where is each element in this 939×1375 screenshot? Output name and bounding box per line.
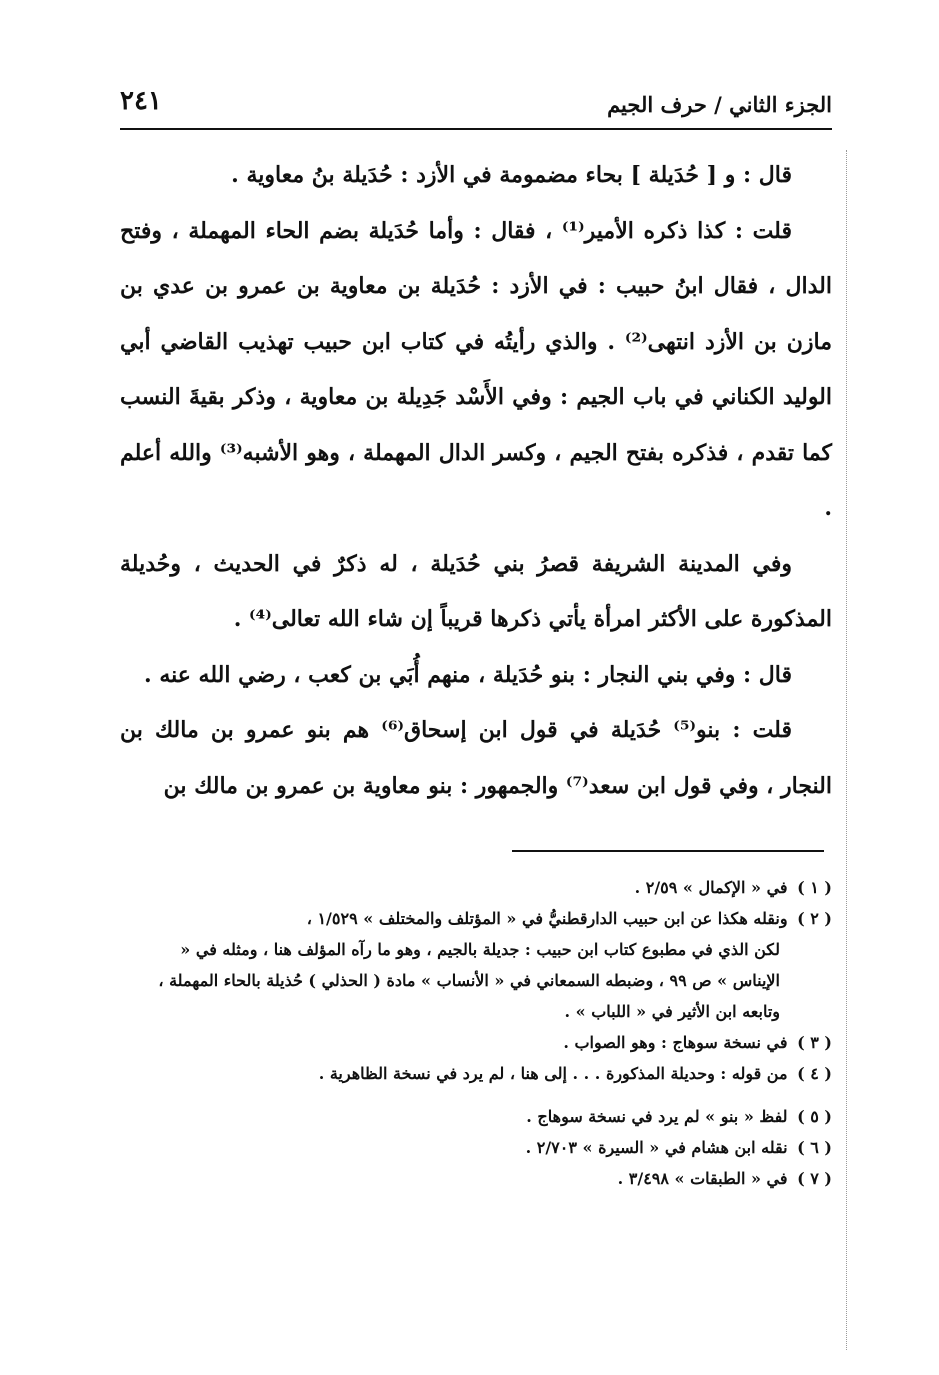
footnote-continuation: لكن الذي في مطبوع كتاب ابن حبيب : جديلة بالجيم ، وهو ما رآه المؤلف هنا ، ومثله في « الإيناس » ص ٩٩ ، وضبطه السمعاني في « الأنساب » مادة ( الحذلي ) حُذيلة بالحاء المهملة ، وتابعه ابن الأثير في « اللباب » . (158, 940, 780, 1021)
footnote (150, 903, 832, 934)
footnote (150, 1163, 832, 1194)
header-rule (120, 128, 832, 130)
footnote-number: ( ٣ ) (797, 1033, 832, 1052)
paragraph: قلت : كذا ذكره الأمير⁽¹⁾ ، فقال : وأما حُدَيلة بضم الحاء المهملة ، وفتح الدال ، فقال ابنُ حبيب : في الأزد : حُدَيلة بن معاوية بن عمرو بن عدي بن مازن بن الأزد انتهى⁽²⁾ . والذي رأيتُه في كتاب ابن حبيب تهذيب القاضي أبي الوليد الكناني في باب الجيم : وفي الأَسْد جَدِيلة بن معاوية ، وذكر بقيةَ النسب كما تقدم ، فذكره بفتح الجيم ، وكسر الدال المهملة ، وهو الأشبه⁽³⁾ والله أعلم . (120, 217, 832, 521)
footnote (150, 1027, 832, 1058)
paragraph: قال : وفي بني النجار : بنو حُدَيلة ، منهم أُبَي بن كعب ، رضي الله عنه . (144, 661, 792, 688)
footnote-number: ( ٤ ) (797, 1064, 832, 1083)
footnote (150, 1101, 832, 1132)
page-header (120, 86, 832, 128)
footnote-rule (512, 850, 824, 852)
footnote-text: من قوله : وحديلة المذكورة . . . إلى هنا ، لم يرد في نسخة الظاهرية . (318, 1064, 788, 1083)
running-title: الجزء الثاني / حرف الجيم (607, 92, 832, 117)
page-number: ٢٤١ (120, 86, 162, 116)
footnote (150, 1058, 832, 1089)
footnote-number: ( ٦ ) (797, 1138, 832, 1157)
footnote-text: ونقله هكذا عن ابن حبيب الدارقطنيُّ في « المؤتلف والمختلف » ١/٥٢٩ ، (306, 909, 788, 928)
footnote-number: ( ٥ ) (797, 1107, 832, 1126)
paragraph: قال : و [ حُدَيلة ] بحاء مضمومة في الأزد : حُدَيلة بنُ معاوية . (231, 162, 792, 188)
footnote-text: في « الإكمال » ٢/٥٩ . (634, 878, 788, 897)
footnote-text: نقله ابن هشام في « السيرة » ٢/٧٠٣ . (525, 1138, 788, 1157)
footnote-number: ( ٢ ) (797, 909, 832, 928)
main-text (120, 148, 832, 814)
footnote-text: لفظ « بنو » لم يرد في نسخة سوهاج . (526, 1107, 788, 1126)
footnote-text: في « الطبقات » ٣/٤٩٨ . (617, 1169, 788, 1188)
paragraph: قلت : بنو⁽⁵⁾ حُدَيلة في قول ابن إسحاق⁽⁶⁾ هم بنو عمرو بن مالك بن النجار ، وفي قول ابن سعد⁽⁷⁾ والجمهور : بنو معاوية بن عمرو بن مالك بن (120, 717, 832, 799)
scan-margin-line (846, 150, 851, 1350)
paragraph: وفي المدينة الشريفة قصرُ بني حُدَيلة ، له ذكرٌ في الحديث ، وحُديلة المذكورة على الأكثر امرأة يأتي ذكرها قريباً إن شاء الله تعالى⁽⁴⁾ . (120, 550, 832, 632)
footnote-number: ( ٧ ) (797, 1169, 832, 1188)
footnote-text: في نسخة سوهاج : وهو الصواب . (563, 1033, 788, 1052)
footnote (150, 872, 832, 903)
footnotes (150, 872, 832, 1194)
footnote-number: ( ١ ) (797, 878, 832, 897)
footnote (150, 1132, 832, 1163)
